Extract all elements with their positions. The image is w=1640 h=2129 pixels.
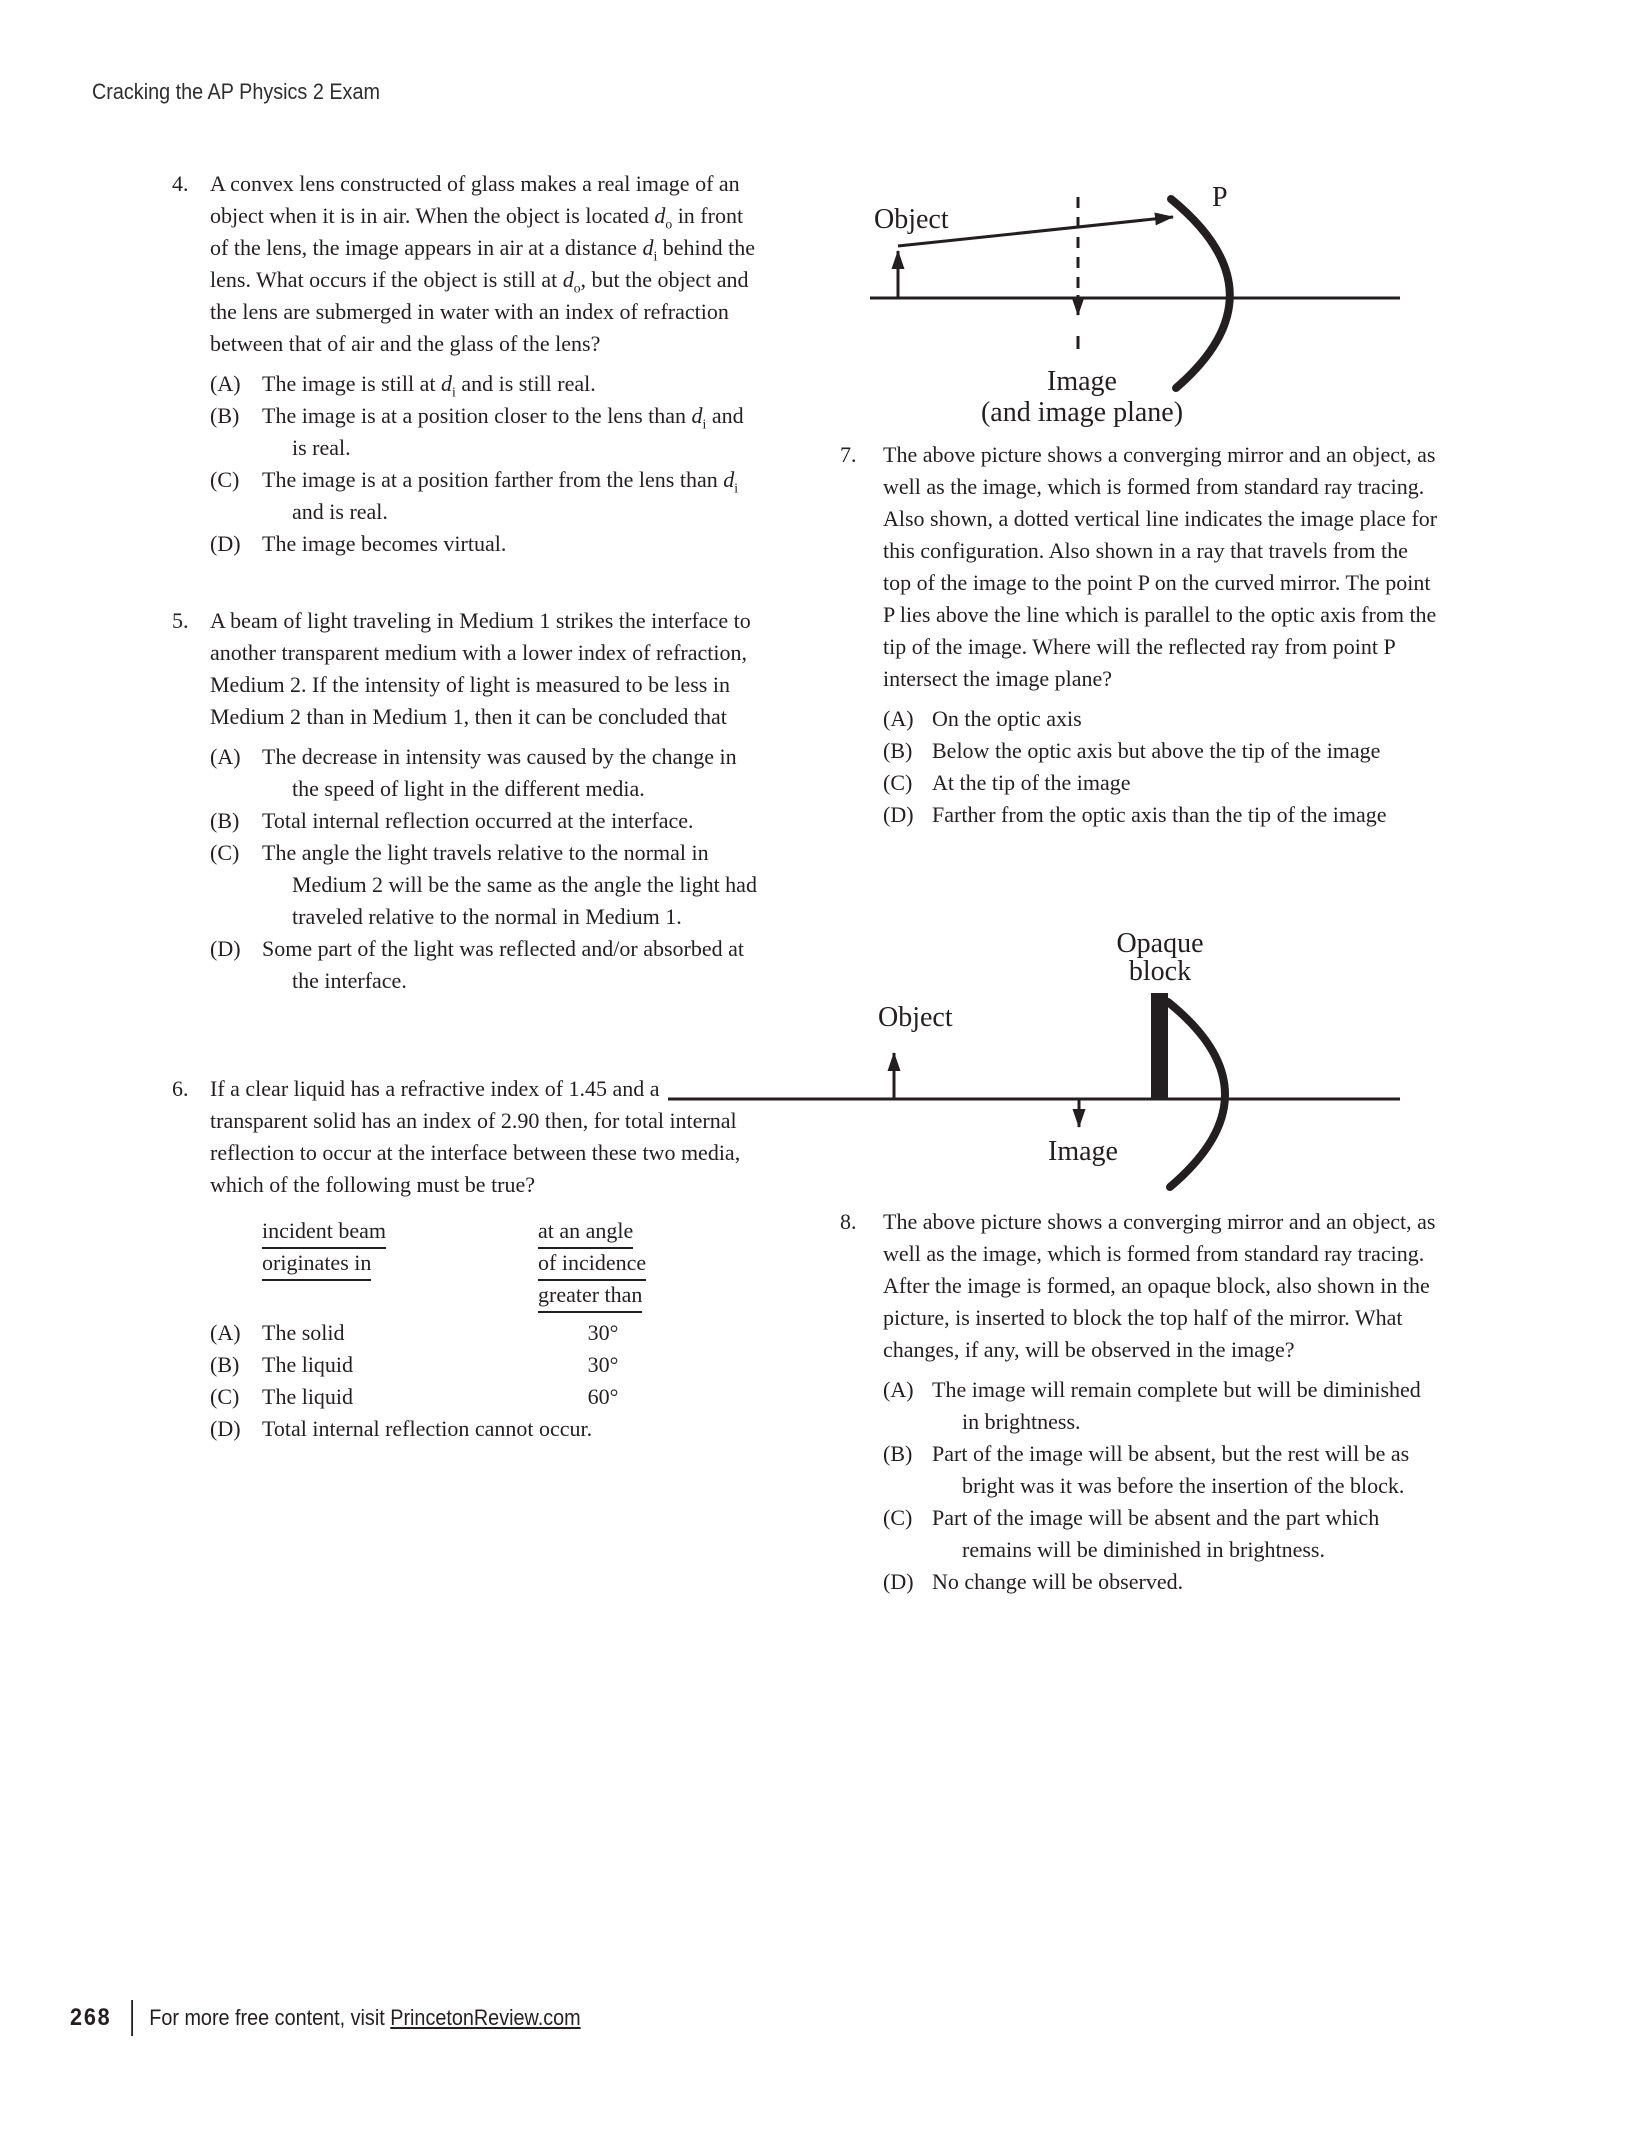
option-label: (D) (210, 531, 241, 556)
option-label: (C) (210, 467, 240, 492)
option-text: On the optic axis (932, 706, 1082, 731)
answer-options (883, 1374, 1440, 1598)
answer-options (883, 703, 1440, 831)
footer-divider (131, 2000, 133, 2036)
option-a (883, 1374, 1440, 1438)
question-stem: The above picture shows a converging mirror and an object, as well as the image, which is formed from standard ray tracing. Also shown, a dotted vertical line indicates the image place for this configuration. Also shown in a ray that travels from the top of the image to the point P on the curved mirror. The point P lies above the line which is parallel to the optic axis from the tip of the image. Where will the reflected ray from point P intersect the image plane? (883, 442, 1438, 691)
option-label: (C) (210, 840, 240, 865)
question-number: 8. (840, 1209, 857, 1234)
option-text: The image is at a position farther from the lens than $d_i$ and is real. (262, 467, 739, 524)
option-label: (A) (210, 744, 241, 769)
option-text: Below the optic axis but above the tip of the image (932, 738, 1381, 763)
question-stem: A convex lens constructed of glass makes a real image of an object when it is in air. When the object is located $d_o$ in front of the lens, the image appears in air at a distance $d_i$ behind the lens. What occurs if the object is still at $d_o$, but the object and the lens are submerged in water with an index of refraction between that of air and the glass of the lens? (210, 171, 756, 356)
opaque-block (1151, 993, 1168, 1099)
option-c (210, 837, 758, 933)
option-label: (B) (210, 403, 240, 428)
medium-cell: The liquid (262, 1352, 354, 1377)
header-line: of incidence (538, 1248, 646, 1281)
header-line: greater than (538, 1280, 642, 1313)
column-header-incident-beam (262, 1215, 538, 1311)
option-text: The image will remain complete but will be diminished in brightness. (932, 1377, 1421, 1434)
converging-mirror-ray-diagram (645, 185, 1405, 430)
option-b (883, 1438, 1440, 1502)
image-label: Image (1048, 1136, 1118, 1167)
option-text: The image becomes virtual. (262, 531, 507, 556)
header-line: incident beam (262, 1216, 386, 1249)
header-line: originates in (262, 1248, 371, 1281)
option-label: (C) (210, 1384, 240, 1409)
option-c (210, 464, 758, 528)
mirror-arc (1168, 1002, 1225, 1187)
option-label: (A) (883, 706, 914, 731)
option-label: (D) (210, 1416, 241, 1441)
mirror-with-opaque-block-diagram (645, 929, 1405, 1204)
header-line: at an angle (538, 1216, 633, 1249)
point-p-label: P (1212, 185, 1228, 213)
option-text: Some part of the light was reflected and/or absorbed at the interface. (262, 936, 745, 993)
question-number: 7. (840, 442, 857, 467)
medium-cell: The liquid (262, 1384, 354, 1409)
option-text: Farther from the optic axis than the tip of the image (932, 802, 1387, 827)
medium-cell: The solid (262, 1320, 345, 1345)
question-stem: The above picture shows a converging mirror and an object, as well as the image, which is formed from standard ray tracing. After the image is formed, an opaque block, also shown in the picture, is inserted to block the top half of the mirror. What changes, if any, will be observed in the image? (883, 1209, 1436, 1362)
question-number: 6. (172, 1076, 189, 1101)
option-text: Part of the image will be absent and the part which remains will be diminished in brightness. (932, 1505, 1380, 1562)
option-label: (A) (210, 1320, 241, 1345)
opaque-block-label-line2: block (1128, 956, 1192, 987)
object-label: Object (874, 204, 949, 235)
option-text: Total internal reflection occurred at the interface. (262, 808, 694, 833)
opaque-block-label: Opaque (1116, 929, 1204, 959)
question-stem: A beam of light traveling in Medium 1 strikes the interface to another transparent medium with a lower index of refraction, Medium 2. If the intensity of light is measured to be less in Medium 2 than in Medium 1, then it can be concluded that (210, 608, 751, 729)
page-number: 268 (70, 2004, 112, 2031)
option-a (883, 703, 1440, 735)
option-text: No change will be observed. (932, 1569, 1184, 1594)
book-title: Cracking the AP Physics 2 Exam (92, 79, 380, 104)
option-label: (A) (210, 371, 241, 396)
angle-cell: 60° (587, 1384, 619, 1409)
option-b (210, 805, 758, 837)
answer-table (210, 1215, 758, 1445)
medium-cell: Total internal reflection cannot occur. (262, 1416, 593, 1441)
footer-text-prefix: For more free content, visit (149, 2005, 391, 2030)
option-c (210, 1381, 758, 1413)
option-text: At the tip of the image (932, 770, 1131, 795)
mirror-arc (1171, 199, 1230, 388)
option-label: (C) (883, 1505, 913, 1530)
object-label: Object (878, 1002, 953, 1033)
right-column (840, 185, 1440, 1598)
option-c (883, 1502, 1440, 1566)
option-b (883, 735, 1440, 767)
option-d (210, 528, 758, 560)
option-label: (D) (883, 1569, 914, 1594)
running-header (92, 76, 412, 108)
option-label: (B) (883, 1441, 913, 1466)
question-7 (840, 439, 1440, 831)
option-label: (B) (883, 738, 913, 763)
option-text: The image is still at $d_i$ and is still real. (262, 371, 596, 400)
column-header-angle (538, 1215, 738, 1311)
option-c (883, 767, 1440, 799)
princeton-review-link: PrincetonReview.com (390, 2005, 581, 2030)
option-d (210, 1413, 758, 1445)
question-number: 4. (172, 171, 189, 196)
option-b (210, 1349, 758, 1381)
option-a (210, 1317, 758, 1349)
option-label: (C) (883, 770, 913, 795)
image-plane-label: (and image plane) (980, 397, 1184, 428)
option-label: (D) (883, 802, 914, 827)
angle-cell: 30° (587, 1352, 619, 1377)
option-label: (D) (210, 936, 241, 961)
option-d (883, 1566, 1440, 1598)
answer-table-header (262, 1215, 758, 1311)
question-number: 5. (172, 608, 189, 633)
answer-table-rows (210, 1317, 758, 1445)
option-text: Part of the image will be absent, but the rest will be as bright was it was before the insertion of the block. (932, 1441, 1410, 1498)
option-label: (B) (210, 808, 240, 833)
option-label: (A) (883, 1377, 914, 1402)
option-a (210, 741, 758, 805)
option-text: The image is at a position closer to the lens than $d_i$ and is real. (262, 403, 744, 460)
question-stem: If a clear liquid has a refractive index of 1.45 and a transparent solid has an index of 2.90 then, for total internal reflection to occur at the interface between these two media, which of the following must be true? (210, 1076, 741, 1197)
option-text: The angle the light travels relative to the normal in Medium 2 will be the same as the angle the light had traveled relative to the normal in Medium 1. (262, 840, 757, 929)
page-footer (70, 2000, 637, 2036)
option-d (883, 799, 1440, 831)
footer-text (149, 2002, 580, 2034)
option-label: (B) (210, 1352, 240, 1377)
question-8 (840, 1206, 1440, 1598)
image-label: Image (1047, 366, 1117, 397)
option-text: The decrease in intensity was caused by the change in the speed of light in the different media. (262, 744, 737, 801)
angle-cell: 30° (587, 1320, 619, 1345)
